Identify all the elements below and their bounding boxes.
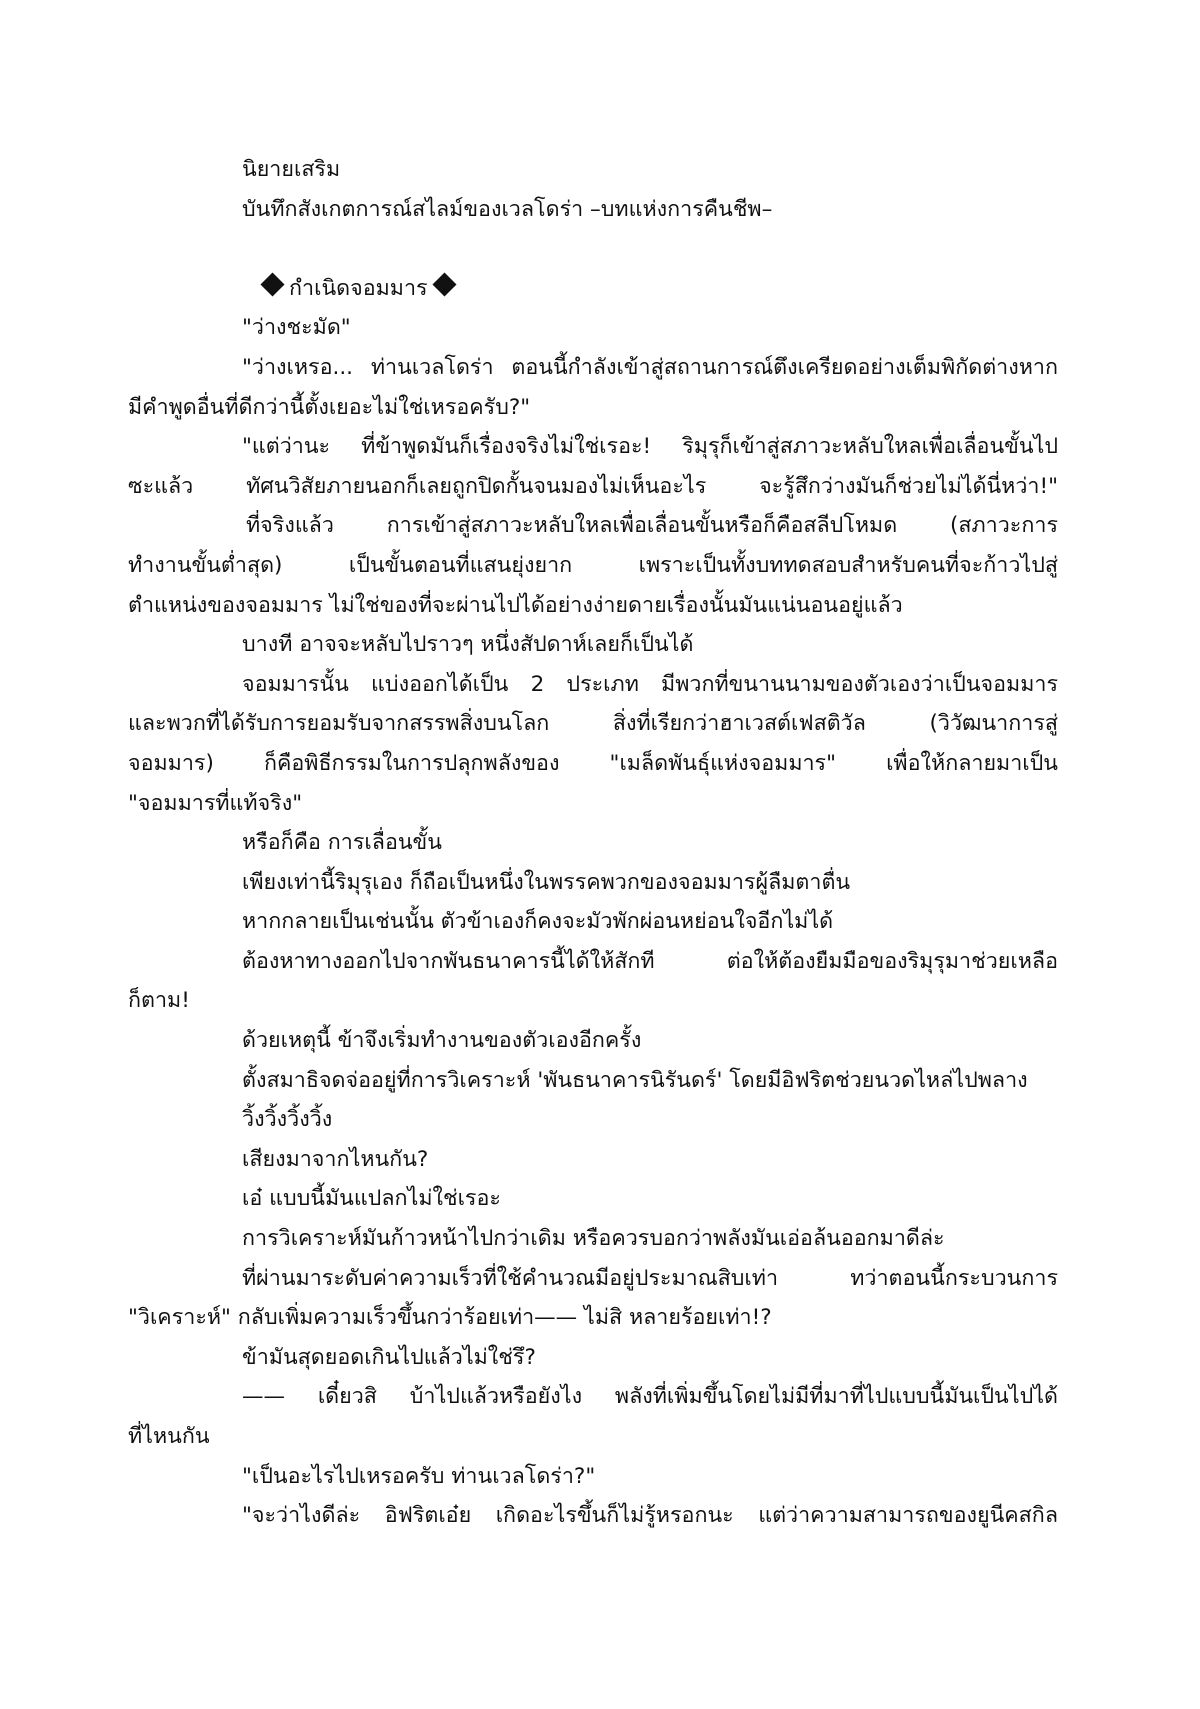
section-heading <box>128 269 1058 309</box>
paragraph-line: และพวกที่ได้รับการยอมรับจากสรรพสิ่งบนโลก สิ่งที่เรียกว่าฮาเวสต์เฟสติวัล (วิวัฒนาการสู่ <box>128 711 1058 737</box>
paragraph-line: ที่ไหนกัน <box>128 1424 210 1449</box>
paragraph-line: การวิเคราะห์มันก้าวหน้าไปกว่าเดิม หรือควรบอกว่าพลังมันเอ่อล้นออกมาดีล่ะ <box>242 1226 945 1252</box>
paragraph-line: เสียงมาจากไหนกัน? <box>242 1146 429 1172</box>
chapter-title: บันทึกสังเกตการณ์สไลม์ของเวลโดร่า –บทแห่งการคืนชีพ– <box>242 196 773 222</box>
paragraph-line: ตำแหน่งของจอมมาร ไม่ใช่ของที่จะผ่านไปได้อย่างง่ายดายเรื่องนั้นมันแน่นอนอยู่แล้ว <box>128 592 903 618</box>
diamond-icon <box>260 272 284 296</box>
paragraph-line: "แต่ว่านะ ที่ข้าพูดมันก็เรื่องจริงไม่ใช่เรอะ! ริมุรุก็เข้าสู่สภาวะหลับใหลเพื่อเลื่อนขั้นไป <box>242 434 1058 460</box>
paragraph-line: ก็ตาม! <box>128 988 190 1014</box>
paragraph-line: ซะแล้ว ทัศนวิสัยภายนอกก็เลยถูกปิดกั้นจนมองไม่เห็นอะไร จะรู้สึกว่างมันก็ช่วยไม่ได้นี่หว่า!" <box>128 473 1058 499</box>
text-column <box>128 150 1058 1536</box>
paragraph-line: มีคำพูดอื่นที่ดีกว่านี้ตั้งเยอะไม่ใช่เหรอครับ?" <box>128 394 531 420</box>
paragraph-line: เอ๋ แบบนี้มันแปลกไม่ใช่เรอะ <box>242 1186 501 1212</box>
paragraph-line: หากกลายเป็นเช่นนั้น ตัวข้าเองก็คงจะมัวพักผ่อนหย่อนใจอีกไม่ได้ <box>242 909 834 935</box>
paragraph-line: ด้วยเหตุนี้ ข้าจึงเริ่มทำงานของตัวเองอีกครั้ง <box>242 1028 642 1054</box>
paragraph-line: ตั้งสมาธิจดจ่ออยู่ที่การวิเคราะห์ 'พันธนาคารนิรันดร์' โดยมีอิฟริตช่วยนวดไหล่ไปพลาง <box>242 1067 1028 1093</box>
paragraph-line: "เป็นอะไรไปเหรอครับ ท่านเวลโดร่า?" <box>242 1463 596 1489</box>
paragraph-line: จอมมารนั้น แบ่งออกได้เป็น 2 ประเภท มีพวกที่ขนานนามของตัวเองว่าเป็นจอมมาร <box>242 671 1058 697</box>
paragraph-line: "จอมมารที่แท้จริง" <box>128 790 303 816</box>
paragraph-line: ข้ามันสุดยอดเกินไปแล้วไม่ใช่รึ? <box>242 1344 536 1370</box>
section-heading-text: กำเนิดจอมมาร <box>289 275 428 301</box>
diamond-icon <box>432 272 456 296</box>
paragraph-line: บางที อาจจะหลับไปราวๆ หนึ่งสัปดาห์เลยก็เป็นได้ <box>242 632 694 658</box>
paragraph-line: "จะว่าไงดีล่ะ อิฟริตเอ๋ย เกิดอะไรขึ้นก็ไม่รู้หรอกนะ แต่ว่าความสามารถของยูนีคสกิล <box>242 1503 1058 1529</box>
paragraph-line: "ว่างชะมัด" <box>242 315 351 341</box>
paragraph-line: ต้องหาทางออกไปจากพันธนาคารนี้ได้ให้สักที ต่อให้ต้องยืมมือของริมุรุมาช่วยเหลือ <box>242 948 1058 974</box>
paragraph-line: เพียงเท่านี้ริมุรุเอง ก็ถือเป็นหนึ่งในพรรคพวกของจอมมารผู้ลืมตาตื่น <box>242 869 851 895</box>
paragraph-line: ที่ผ่านมาระดับค่าความเร็วที่ใช้คำนวณมีอยู่ประมาณสิบเท่า ทว่าตอนนี้กระบวนการ <box>242 1265 1058 1291</box>
paragraph-line: —— เดี๋ยวสิ บ้าไปแล้วหรือยังไง พลังที่เพิ่มขึ้นโดยไม่มีที่มาที่ไปแบบนี้มันเป็นไปได้ <box>242 1384 1058 1410</box>
blank-line <box>128 229 1058 269</box>
paragraph-line: ทำงานขั้นต่ำสุด) เป็นขั้นตอนที่แสนยุ่งยาก เพราะเป็นทั้งบททดสอบสำหรับคนที่จะก้าวไปสู่ <box>128 552 1058 578</box>
paragraph-line: จอมมาร) ก็คือพิธีกรรมในการปลุกพลังของ "เมล็ดพันธุ์แห่งจอมมาร" เพื่อให้กลายมาเป็น <box>128 750 1058 776</box>
paragraph-line: "ว่างเหรอ... ท่านเวลโดร่า ตอนนี้กำลังเข้าสู่สถานการณ์ตึงเครียดอย่างเต็มพิกัดต่างหาก <box>242 354 1058 380</box>
paragraph-line: วิ้งวิ้งวิ้งวิ้ง <box>242 1107 333 1133</box>
paragraph-line: หรือก็คือ การเลื่อนขั้น <box>242 830 442 856</box>
paragraph-line: ที่จริงแล้ว การเข้าสู่สภาวะหลับใหลเพื่อเลื่อนขั้นหรือก็คือสลีปโหมด (สภาวะการ <box>246 513 1058 539</box>
paragraph-line: "วิเคราะห์" กลับเพิ่มความเร็วขึ้นกว่าร้อยเท่า—— ไม่สิ หลายร้อยเท่า!? <box>128 1305 772 1331</box>
header-label: นิยายเสริม <box>242 157 341 182</box>
